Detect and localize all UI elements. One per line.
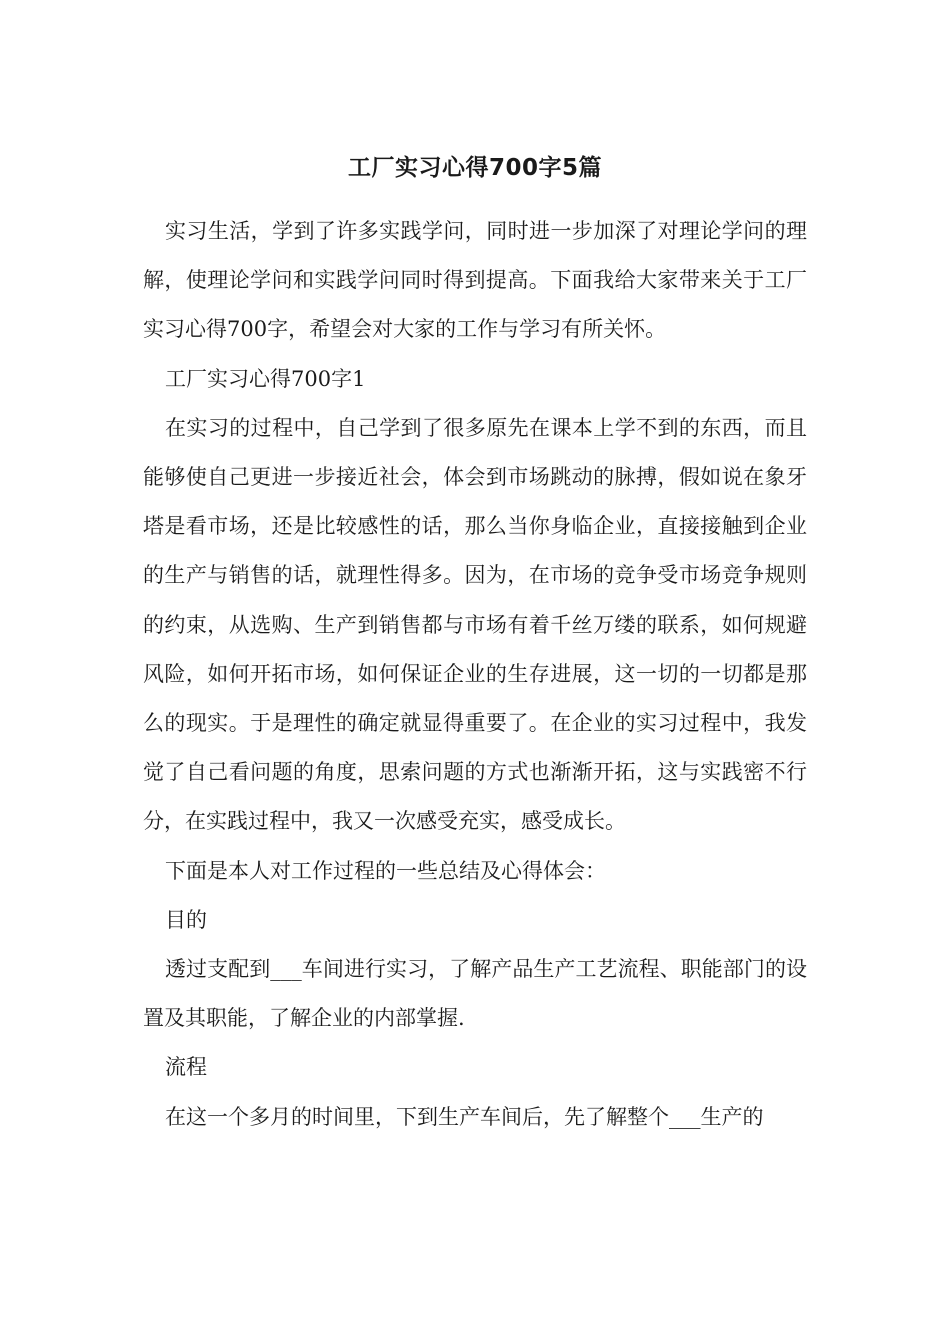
process-paragraph: 在这一个多月的时间里，下到生产车间后，先了解整个___生产的 (165, 1104, 764, 1129)
subheading-purpose: 目的 (165, 907, 207, 932)
document-title: 工厂实习心得700字5篇 (347, 155, 602, 181)
body-paragraph: 在实习的过程中，自己学到了很多原先在课本上学不到的东西，而且能够使自己更进一步接近社会，体会到市场跳动的脉搏，假如说在象牙塔是看市场，还是比较感性的话，那么当你身临企业，直接接触到企业的生产与销售的话，就理性得多。因为，在市场的竞争受市场竞争规则的约束，从选购、生产到销售都与市场有着千丝万缕的联系，如何规避风险，如何开拓市场，如何保证企业的生存进展，这一切的一切都是那么的现实。于是理性的确定就显得重要了。在企业的实习过程中，我发觉了自己看问题的角度，思索问题的方式也渐渐开拓，这与实践密不行分，在实践过程中，我又一次感受充实，感受成长。 (143, 415, 807, 834)
intro-paragraph: 实习生活，学到了许多实践学问，同时进一步加深了对理论学问的理解，使理论学问和实践学问同时得到提高。下面我给大家带来关于工厂实习心得700字，希望会对大家的工作与学习有所关怀。 (143, 219, 807, 342)
document-body (143, 207, 807, 1142)
subheading-process: 流程 (165, 1055, 207, 1080)
summary-intro-paragraph: 下面是本人对工作过程的一些总结及心得体会： (165, 858, 606, 883)
purpose-paragraph: 透过支配到___车间进行实习，了解产品生产工艺流程、职能部门的设置及其职能，了解企业的内部掌握. (143, 957, 807, 1031)
section-heading-1: 工厂实习心得700字1 (165, 366, 366, 391)
